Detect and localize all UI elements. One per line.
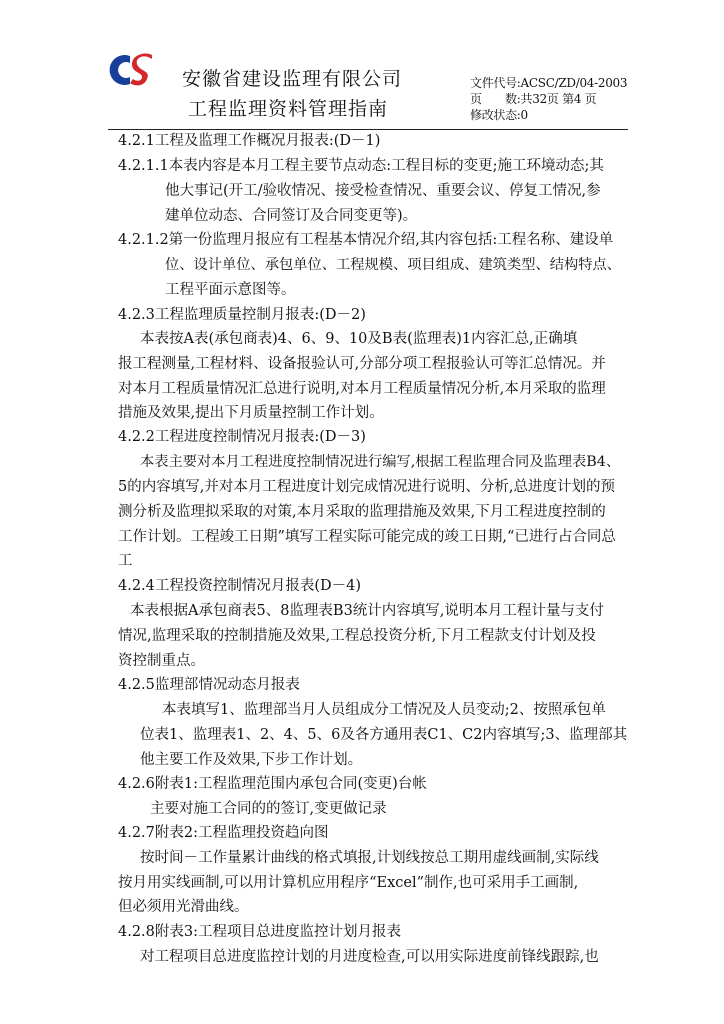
header-divider — [108, 129, 628, 130]
text-line: 建单位动态、合同签订及合同变更等)。 — [165, 208, 418, 224]
text-line: 对工程项目总进度监控计划的月进度检查,可以用实际进度前锋线跟踪,也 — [140, 949, 599, 965]
text-line: 4.2.4工程投资控制情况月报表(D－4) — [118, 578, 362, 594]
text-line: 主要对施工合同的的签订,变更做记录 — [150, 801, 387, 817]
text-line: 按时间－工作量累计曲线的格式填报,计划线按总工期用虚线画制,实际线 — [140, 850, 599, 866]
text-line: 报工程测量,工程材料、设备报验认可,分部分项工程报验认可等汇总情况。并 — [118, 356, 606, 372]
text-line: 他主要工作及效果,下步工作计划。 — [140, 752, 363, 768]
company-name: 安徽省建设监理有限公司 — [182, 68, 403, 90]
text-line: 4.2.5监理部情况动态月报表 — [118, 677, 300, 693]
page-info: 页 数:共32页 第4 页 — [470, 92, 597, 106]
text-line: 4.2.7附表2:工程监理投资趋向图 — [118, 825, 329, 841]
text-line: 位、设计单位、承包单位、工程规模、项目组成、建筑类型、结构特点、 — [165, 257, 622, 273]
text-line: 措施及效果,提出下月质量控制工作计划。 — [118, 405, 384, 421]
doc-code: 文件代号:ACSC/ZD/04-2003 — [470, 76, 628, 90]
text-line: 4.2.6附表1:工程监理范围内承包合同(变更)台帐 — [118, 776, 427, 792]
text-line: 工作计划。工程竣工日期”填写工程实际可能完成的竣工日期,“已进行占合同总 — [118, 529, 616, 545]
text-line: 对本月工程质量情况汇总进行说明,对本月工程质量情况分析,本月采取的监理 — [118, 381, 606, 397]
text-line: 本表根据A承包商表5、8监理表B3统计内容填写,说明本月工程计量与支付 — [130, 603, 604, 619]
company-logo-icon — [108, 50, 154, 90]
text-line: 4.2.1工程及监理工作概况月报表:(D－1) — [118, 133, 381, 149]
text-line: 本表按A表(承包商表)4、6、9、10及B表(监理表)1内容汇总,正确填 — [140, 331, 578, 347]
text-line: 本表填写1、监理部当月人员组成分工情况及人员变动;2、按照承包单 — [162, 702, 606, 718]
text-line: 4.2.2工程进度控制情况月报表:(D－3) — [118, 429, 366, 445]
text-line: 工 — [118, 553, 133, 569]
text-line: 工程平面示意图等。 — [165, 282, 296, 298]
document-title: 工程监理资料管理指南 — [188, 98, 389, 120]
text-line: 本表主要对本月工程进度控制情况进行编写,根据工程监理合同及监理表B4、 — [140, 454, 621, 470]
revision-status: 修改状态:0 — [470, 108, 528, 122]
text-line: 他大事记(开工/验收情况、接受检查情况、重要会议、停复工情况,参 — [165, 183, 601, 199]
text-line: 按月用实线画制,可以用计算机应用程序“Excel”制作,也可采用手工画制, — [118, 875, 579, 891]
text-line: 4.2.3工程监理质量控制月报表:(D－2) — [118, 307, 366, 323]
text-line: 4.2.1.1本表内容是本月工程主要节点动态:工程目标的变更;施工环境动态;其 — [118, 158, 604, 174]
text-line: 资控制重点。 — [118, 653, 205, 669]
text-line: 5的内容填写,并对本月工程进度计划完成情况进行说明、分析,总进度计划的预 — [118, 479, 615, 495]
text-line: 情况,监理采取的控制措施及效果,工程总投资分析,下月工程款支付计划及投 — [118, 628, 596, 644]
text-line: 位表1、监理表1、2、4、5、6及各方通用表C1、C2内容填写;3、监理部其 — [140, 727, 628, 743]
text-line: 4.2.1.2第一份监理月报应有工程基本情况介绍,其内容包括:工程名称、建设单 — [118, 232, 614, 248]
text-line: 但必须用光滑曲线。 — [118, 899, 249, 915]
text-line: 测分析及监理拟采取的对策,本月采取的监理措施及效果,下月工程进度控制的 — [118, 504, 606, 520]
text-line: 4.2.8附表3:工程项目总进度监控计划月报表 — [118, 924, 402, 940]
